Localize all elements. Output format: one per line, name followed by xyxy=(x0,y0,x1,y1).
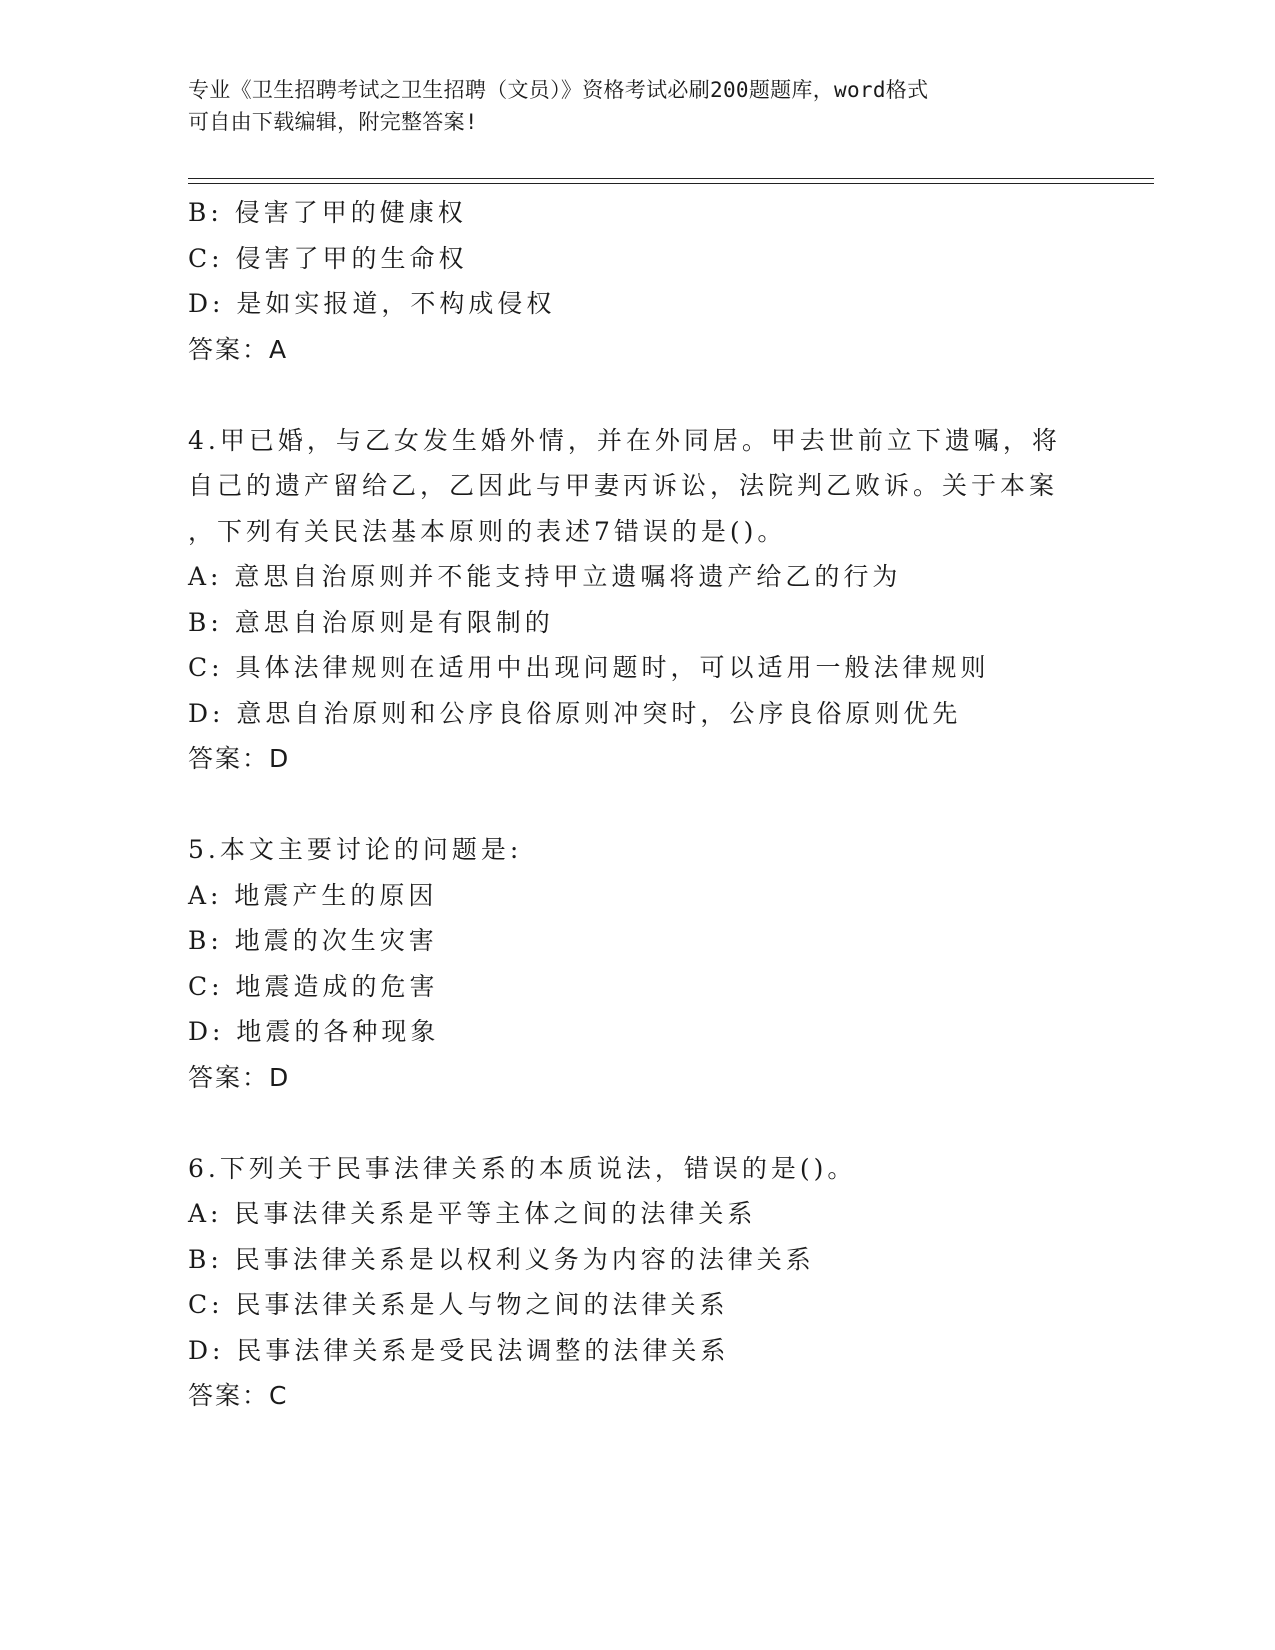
question-stem-line: 4.甲已婚，与乙女发生婚外情，并在外同居。甲去世前立下遗嘱，将 xyxy=(188,425,1061,455)
option-d: D: 意思自治原则和公序良俗原则冲突时，公序良俗原则优先 xyxy=(188,698,962,728)
question-block-previous xyxy=(188,190,1088,372)
question-stem-line: 自己的遗产留给乙，乙因此与甲妻丙诉讼，法院判乙败诉。关于本案 xyxy=(188,471,1059,500)
option-d: D: 地震的各种现象 xyxy=(188,1017,440,1046)
option-a: A: 地震产生的原因 xyxy=(188,880,438,910)
question-block-4 xyxy=(188,418,1088,782)
answer-line: 答案：D xyxy=(188,744,291,773)
option-b: B: 地震的次生灾害 xyxy=(188,926,438,955)
header-divider-top xyxy=(188,178,1154,179)
option-c: C: 具体法律规则在适用中出现问题时，可以适用一般法律规则 xyxy=(188,653,990,682)
option-a: A: 意思自治原则并不能支持甲立遗嘱将遗产给乙的行为 xyxy=(188,562,902,591)
answer-line: 答案：C xyxy=(188,1381,289,1410)
question-stem-line: 5.本文主要讨论的问题是: xyxy=(188,835,523,864)
option-b: B: 意思自治原则是有限制的 xyxy=(188,607,554,637)
option-b: B: 侵害了甲的健康权 xyxy=(188,198,467,227)
option-c: C: 侵害了甲的生命权 xyxy=(188,243,468,273)
option-b: B: 民事法律关系是以权利义务为内容的法律关系 xyxy=(188,1244,815,1274)
question-block-5 xyxy=(188,827,1088,1100)
option-c: C: 民事法律关系是人与物之间的法律关系 xyxy=(188,1290,729,1319)
spacer xyxy=(188,1100,1088,1146)
question-list xyxy=(188,190,1088,1419)
header-divider-bottom xyxy=(188,183,1154,184)
document-header xyxy=(188,74,1068,138)
spacer xyxy=(188,782,1088,828)
option-d: D: 是如实报道，不构成侵权 xyxy=(188,289,556,318)
question-stem-line: 6.下列关于民事法律关系的本质说法，错误的是()。 xyxy=(188,1153,857,1183)
option-d: D: 民事法律关系是受民法调整的法律关系 xyxy=(188,1335,730,1365)
question-stem-line: ，下列有关民法基本原则的表述7错误的是()。 xyxy=(188,516,787,546)
option-a: A: 民事法律关系是平等主体之间的法律关系 xyxy=(188,1199,757,1228)
option-c: C: 地震造成的危害 xyxy=(188,971,439,1001)
header-title-line-1: 专业《卫生招聘考试之卫生招聘（文员）》资格考试必刷200题题库，word格式 xyxy=(188,78,929,102)
header-title-line-2: 可自由下载编辑，附完整答案! xyxy=(188,110,478,134)
spacer xyxy=(188,372,1088,418)
question-block-6 xyxy=(188,1146,1088,1419)
answer-line: 答案：A xyxy=(188,334,289,364)
answer-line: 答案：D xyxy=(188,1062,291,1092)
